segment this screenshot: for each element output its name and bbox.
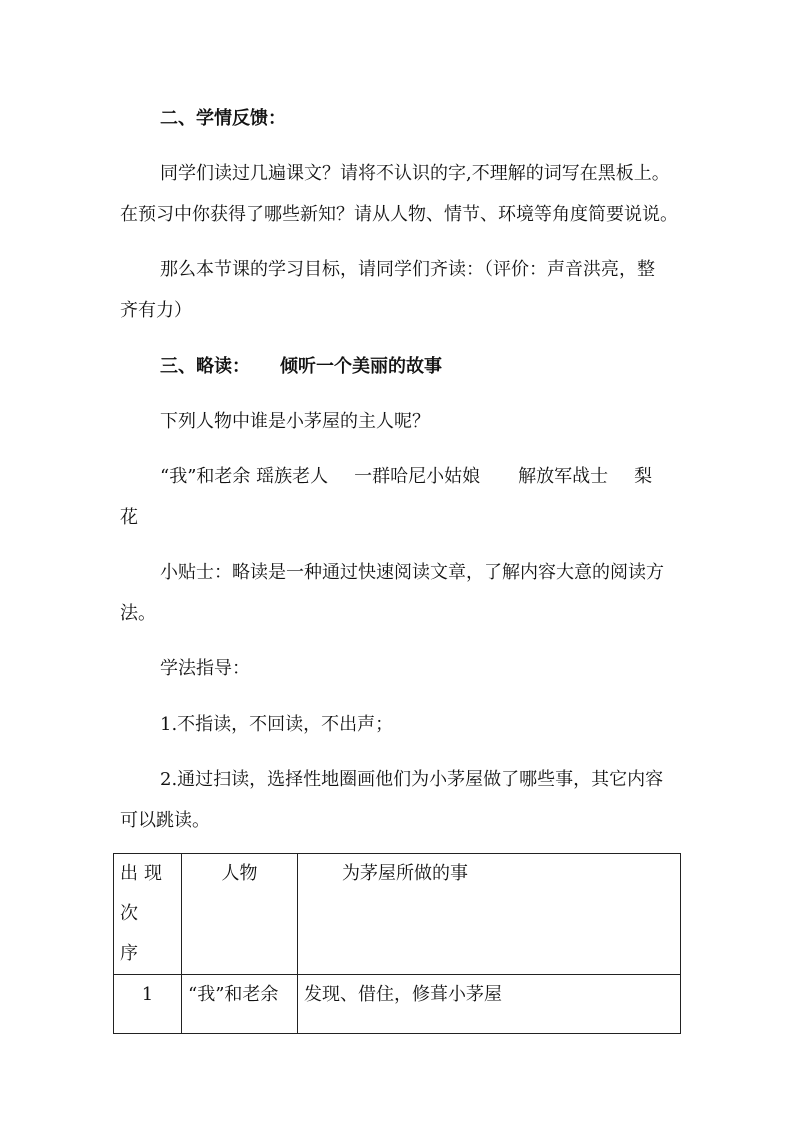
method-item-2: 2.通过扫读，选择性地圈画他们为小茅屋做了哪些事，其它内容 [160, 769, 664, 790]
people-list-continued: 花 [120, 507, 138, 528]
section-2-heading: 二、学情反馈： [160, 108, 286, 129]
paragraph-line: 那么本节课的学习目标，请同学们齐读：（评价：声音洪亮，整 [160, 259, 655, 280]
table-row [114, 975, 681, 1034]
table-header-row [114, 854, 681, 975]
header-order-line2: 序 [120, 943, 138, 964]
header-deeds [298, 854, 681, 975]
tip-line: 法。 [120, 603, 156, 624]
question-line: 下列人物中谁是小茅屋的主人呢？ [160, 411, 430, 432]
header-order [114, 854, 182, 975]
story-table [113, 853, 681, 1034]
method-heading: 学法指导： [160, 658, 250, 679]
person-item: 梨 [634, 466, 653, 487]
cell-person: “我”和老余 [182, 975, 298, 1034]
cell-deeds: 发现、借住，修葺小茅屋 [298, 975, 681, 1034]
person-item: 一群哈尼小姑娘 [354, 466, 481, 487]
header-deeds-label: 为茅屋所做的事 [342, 863, 468, 884]
method-item-2-continued: 可以跳读。 [120, 810, 210, 831]
tip-line: 小贴士：略读是一种通过快速阅读文章，了解内容大意的阅读方 [160, 562, 664, 583]
method-item-1: 1.不指读，不回读，不出声； [160, 714, 394, 735]
person-item: 解放军战士 [518, 466, 609, 487]
people-list [160, 465, 680, 489]
section-3-heading [160, 355, 680, 379]
paragraph-line: 在预习中你获得了哪些新知？请从人物、情节、环境等角度简要说说。 [120, 204, 678, 225]
section-3-heading-title: 倾听一个美丽的故事 [280, 356, 442, 377]
person-item: “我”和老余 瑶族老人 [160, 466, 329, 487]
header-order-line1: 出现次 [120, 863, 168, 924]
paragraph-line: 齐有力） [120, 300, 192, 321]
section-3-heading-label: 三、略读： [160, 356, 250, 377]
header-person: 人物 [182, 854, 298, 975]
paragraph-line: 同学们读过几遍课文？请将不认识的字,不理解的词写在黑板上。 [160, 163, 670, 184]
cell-order: 1 [114, 975, 182, 1034]
